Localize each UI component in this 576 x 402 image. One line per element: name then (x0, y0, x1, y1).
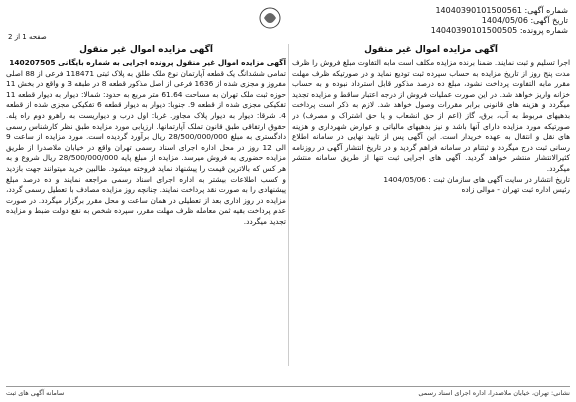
right-column (292, 44, 570, 366)
left-column-title: آگهی مزایده اموال غیر منقول (79, 45, 213, 55)
header-info (431, 6, 568, 36)
office-signature: رئیس اداره ثبت تهران - موالی زاده (461, 185, 570, 195)
footer-address: نشانی: تهران، خیابان ملاصدرا، اداره اجرای اسناد رسمی (418, 389, 570, 397)
ref-number-row (431, 26, 568, 36)
doc-number-row (431, 6, 568, 16)
left-column (6, 44, 286, 366)
ref-number-label: شماره پرونده: (519, 26, 568, 35)
doc-date-row (431, 16, 568, 26)
publish-label: تاریخ انتشار در سایت آگهی های سازمان ثبت : (428, 174, 570, 184)
publish-info (292, 175, 570, 186)
footer (6, 386, 570, 398)
left-column-body: تمامی ششدانگ یک قطعه آپارتمان نوع ملک طلق به پلاک ثبتی 118471 فرعی از 88 اصلی مفروز و مجزی شده از 1636 فرعی از اصل مذکور قطعه 8 در طبقه 3 و واقع در بخش 11 حوزه ثبت ملک تهران به مساحت 61.64 متر مربع به حدود: شمالا: دیوار به دیوار قطعه 11 تفکیکی مجزی شده از قطعه 9. جنوبا: دیوار به دیوار قطعه 6 تفکیکی مجزی شده از قطعه 4. شرقا: دیوار به دیوار پلاک مجاور. غربا: اول درب و دیواریست به راهرو دوم راه پله. حقوق ارتفاقی طبق قانون تملک آپارتمانها. ارزیابی مورد مزایده طبق نظر کارشناس رسمی دادگستری به مبلغ 28/500/000/000 ریال برآورد گردیده است. مورد مزایده از ساعت 9 الی 12 روز در محل اداره اجرای اسناد رسمی تهران واقع در خیابان ملاصدرا از طریق مزایده حضوری به فروش میرسد. مزایده از مبلغ پایه 28/500/000/000 ریال شروع و به هر کس که بالاترین قیمت را پیشنهاد نماید فروخته میشود. طالبین خرید میتوانند جهت بازدید و کسب اطلاعات بیشتر به اداره اجرای اسناد رسمی مراجعه نمایند و ده درصد مبلغ پیشنهادی را به صورت نقد پرداخت نمایند. چنانچه روز مزایده مصادف با تعطیل رسمی گردد، مزایده در روز اداری بعد از تعطیلی در همان ساعت و محل مقرر برگزار میگردد. در صورت عدم پرداخت بقیه ثمن معامله ظرف مهلت مقرر، سپرده شخص به نفع دولت ضبط و مزایده تجدید میگردد. (6, 68, 286, 226)
footer-site: سامانه آگهی های ثبت (6, 389, 65, 397)
doc-date-label: تاریخ آگهی: (530, 16, 568, 25)
right-column-body: اجرا تسلیم و ثبت نمایند. ضمنا برنده مزایده مکلف است مابه التفاوت مبلغ فروش را ظرف مدت پنج روز از تاریخ مزایده به حساب سپرده ثبت تودیع نماید و در صورتیکه ظرف مهلت مقرر مابه التفاوت پرداخت نشود، مبلغ ده درصد مذکور قابل استرداد نبوده و به حساب خزانه واریز خواهد شد. در این صورت عملیات فروش از درجه اعتبار ساقط و مزایده تجدید میگردد و هزینه های قانونی برابر مقررات وصول خواهد شد. لازم به ذکر است پرداخت بدهیهای مربوط به آب، برق، گاز (اعم از حق انشعاب و یا حق اشتراک و مصرف) در صورتیکه مورد مزایده دارای آنها باشد و نیز بدهیهای مالیاتی و عوارض شهرداری و هزینه های نقل و انتقال به عهده خریدار است. این آگهی پس از تایید نهایی در سامانه اطلاع رسانی ثبت درج میگردد و ثبتنام در سامانه فراهم گردید و در تاریخ انتشار آگهی در روزنامه کثیرالانتشار منتشر خواهد گردید. آگهی های اجرایی ثبت تنها از طریق سامانه منتشر میگردد. (292, 58, 570, 173)
right-column-title: آگهی مزایده اموال غیر منقول (364, 45, 498, 55)
column-divider (288, 44, 289, 366)
ref-number: 14040390101500505 (430, 26, 518, 35)
emblem-logo-icon (250, 4, 290, 34)
page-number: صفحه 1 از 2 (8, 33, 47, 41)
publish-date: 1404/05/06 (383, 174, 426, 184)
doc-date: 1404/05/06 (481, 16, 528, 25)
doc-number-label: شماره آگهی: (524, 6, 568, 15)
doc-number: 14040390101500561 (435, 6, 522, 15)
left-column-subtitle: آگهی مزایده اموال غیر منقول پرونده اجرایی به شماره بایگانی 140207505 (9, 58, 286, 67)
